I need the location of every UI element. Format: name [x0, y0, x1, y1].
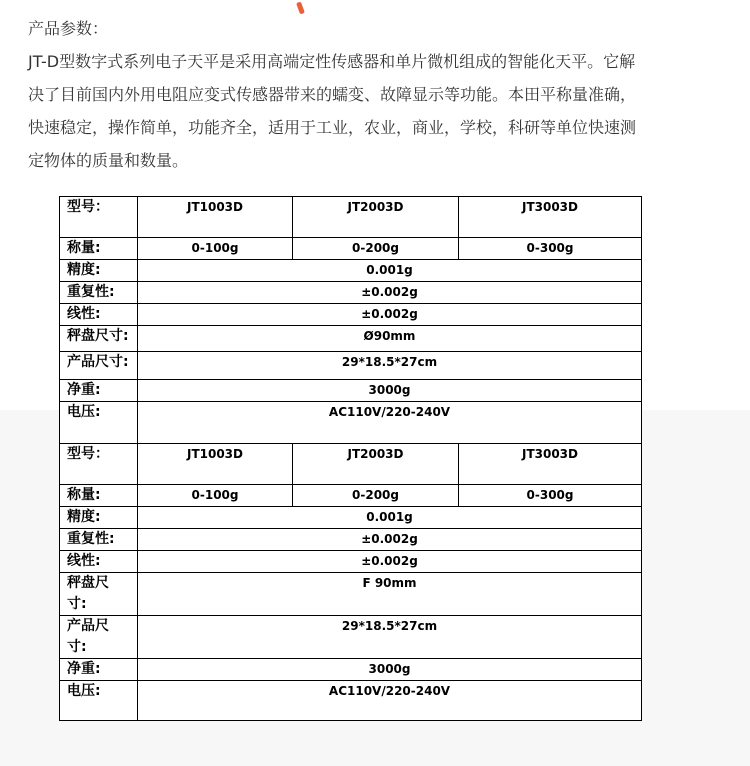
precision-label: 精度: — [60, 260, 138, 282]
table-row — [60, 573, 642, 616]
pan-size-value: F 90mm — [138, 573, 642, 616]
intro-heading: 产品参数： — [28, 19, 109, 38]
capacity-label: 称量: — [60, 238, 138, 260]
model-cell: JT3003D — [459, 197, 642, 238]
table-row — [60, 197, 642, 238]
capacity-cell: 0-100g — [138, 238, 293, 260]
model-label: 型号： — [60, 197, 138, 238]
voltage-label: 电压: — [60, 402, 138, 444]
net-weight-value: 3000g — [138, 380, 642, 402]
product-size-value: 29*18.5*27cm — [138, 616, 642, 659]
model-cell: JT1003D — [138, 197, 293, 238]
precision-value: 0.001g — [138, 260, 642, 282]
pan-size-label-line-1: 秤盘尺 — [67, 575, 109, 591]
product-size-label-line-2: 寸: — [67, 639, 87, 655]
pan-size-label-line-2: 寸: — [67, 596, 87, 612]
capacity-cell: 0-300g — [459, 485, 642, 507]
pan-size-label — [60, 573, 138, 616]
repeatability-label: 重复性: — [60, 282, 138, 304]
intro-line-2: 决了目前国内外用电阻应变式传感器带来的蠕变、故障显示等功能。本田平称量准确， — [28, 85, 637, 104]
model-cell: JT1003D — [138, 444, 293, 485]
repeatability-value: ±0.002g — [138, 529, 642, 551]
linearity-value: ±0.002g — [138, 551, 642, 573]
net-weight-label: 净重: — [60, 659, 138, 681]
product-size-value: 29*18.5*27cm — [138, 352, 642, 380]
repeatability-value: ±0.002g — [138, 282, 642, 304]
linearity-value: ±0.002g — [138, 304, 642, 326]
table-row — [60, 282, 642, 304]
precision-label: 精度: — [60, 507, 138, 529]
net-weight-label: 净重: — [60, 380, 138, 402]
pan-size-label: 秤盘尺寸: — [60, 326, 138, 352]
product-size-label-line-1: 产品尺 — [67, 618, 109, 634]
linearity-label: 线性: — [60, 551, 138, 573]
capacity-cell: 0-200g — [293, 485, 459, 507]
product-intro — [28, 12, 728, 177]
model-cell: JT3003D — [459, 444, 642, 485]
capacity-label: 称量: — [60, 485, 138, 507]
intro-line-3: 快速稳定，操作简单，功能齐全，适用于工业，农业，商业，学校，科研等单位快速测 — [28, 118, 637, 137]
table-row — [60, 304, 642, 326]
product-size-label — [60, 616, 138, 659]
linearity-label: 线性: — [60, 304, 138, 326]
capacity-cell: 0-100g — [138, 485, 293, 507]
precision-value: 0.001g — [138, 507, 642, 529]
table-row — [60, 444, 642, 485]
model-label: 型号： — [60, 444, 138, 485]
table-row — [60, 551, 642, 573]
voltage-label: 电压: — [60, 681, 138, 721]
capacity-cell: 0-200g — [293, 238, 459, 260]
voltage-value: AC110V/220-240V — [138, 402, 642, 444]
table-row — [60, 681, 642, 721]
repeatability-label: 重复性: — [60, 529, 138, 551]
model-cell: JT2003D — [293, 444, 459, 485]
intro-line-4: 定物体的质量和数量。 — [28, 151, 189, 170]
table-row — [60, 507, 642, 529]
model-cell: JT2003D — [293, 197, 459, 238]
table-row — [60, 260, 642, 282]
table-row — [60, 238, 642, 260]
table-row — [60, 485, 642, 507]
table-row — [60, 326, 642, 352]
table-row — [60, 352, 642, 380]
table-row — [60, 616, 642, 659]
voltage-value: AC110V/220-240V — [138, 681, 642, 721]
intro-line-1: JT-D型数字式系列电子天平是采用高端定性传感器和单片微机组成的智能化天平。它解 — [28, 52, 636, 71]
table-row — [60, 380, 642, 402]
table-row — [60, 529, 642, 551]
capacity-cell: 0-300g — [459, 238, 642, 260]
table-row — [60, 402, 642, 444]
pan-size-value: Ø90mm — [138, 326, 642, 352]
table-row — [60, 659, 642, 681]
product-size-label: 产品尺寸: — [60, 352, 138, 380]
spec-table — [59, 196, 642, 721]
net-weight-value: 3000g — [138, 659, 642, 681]
